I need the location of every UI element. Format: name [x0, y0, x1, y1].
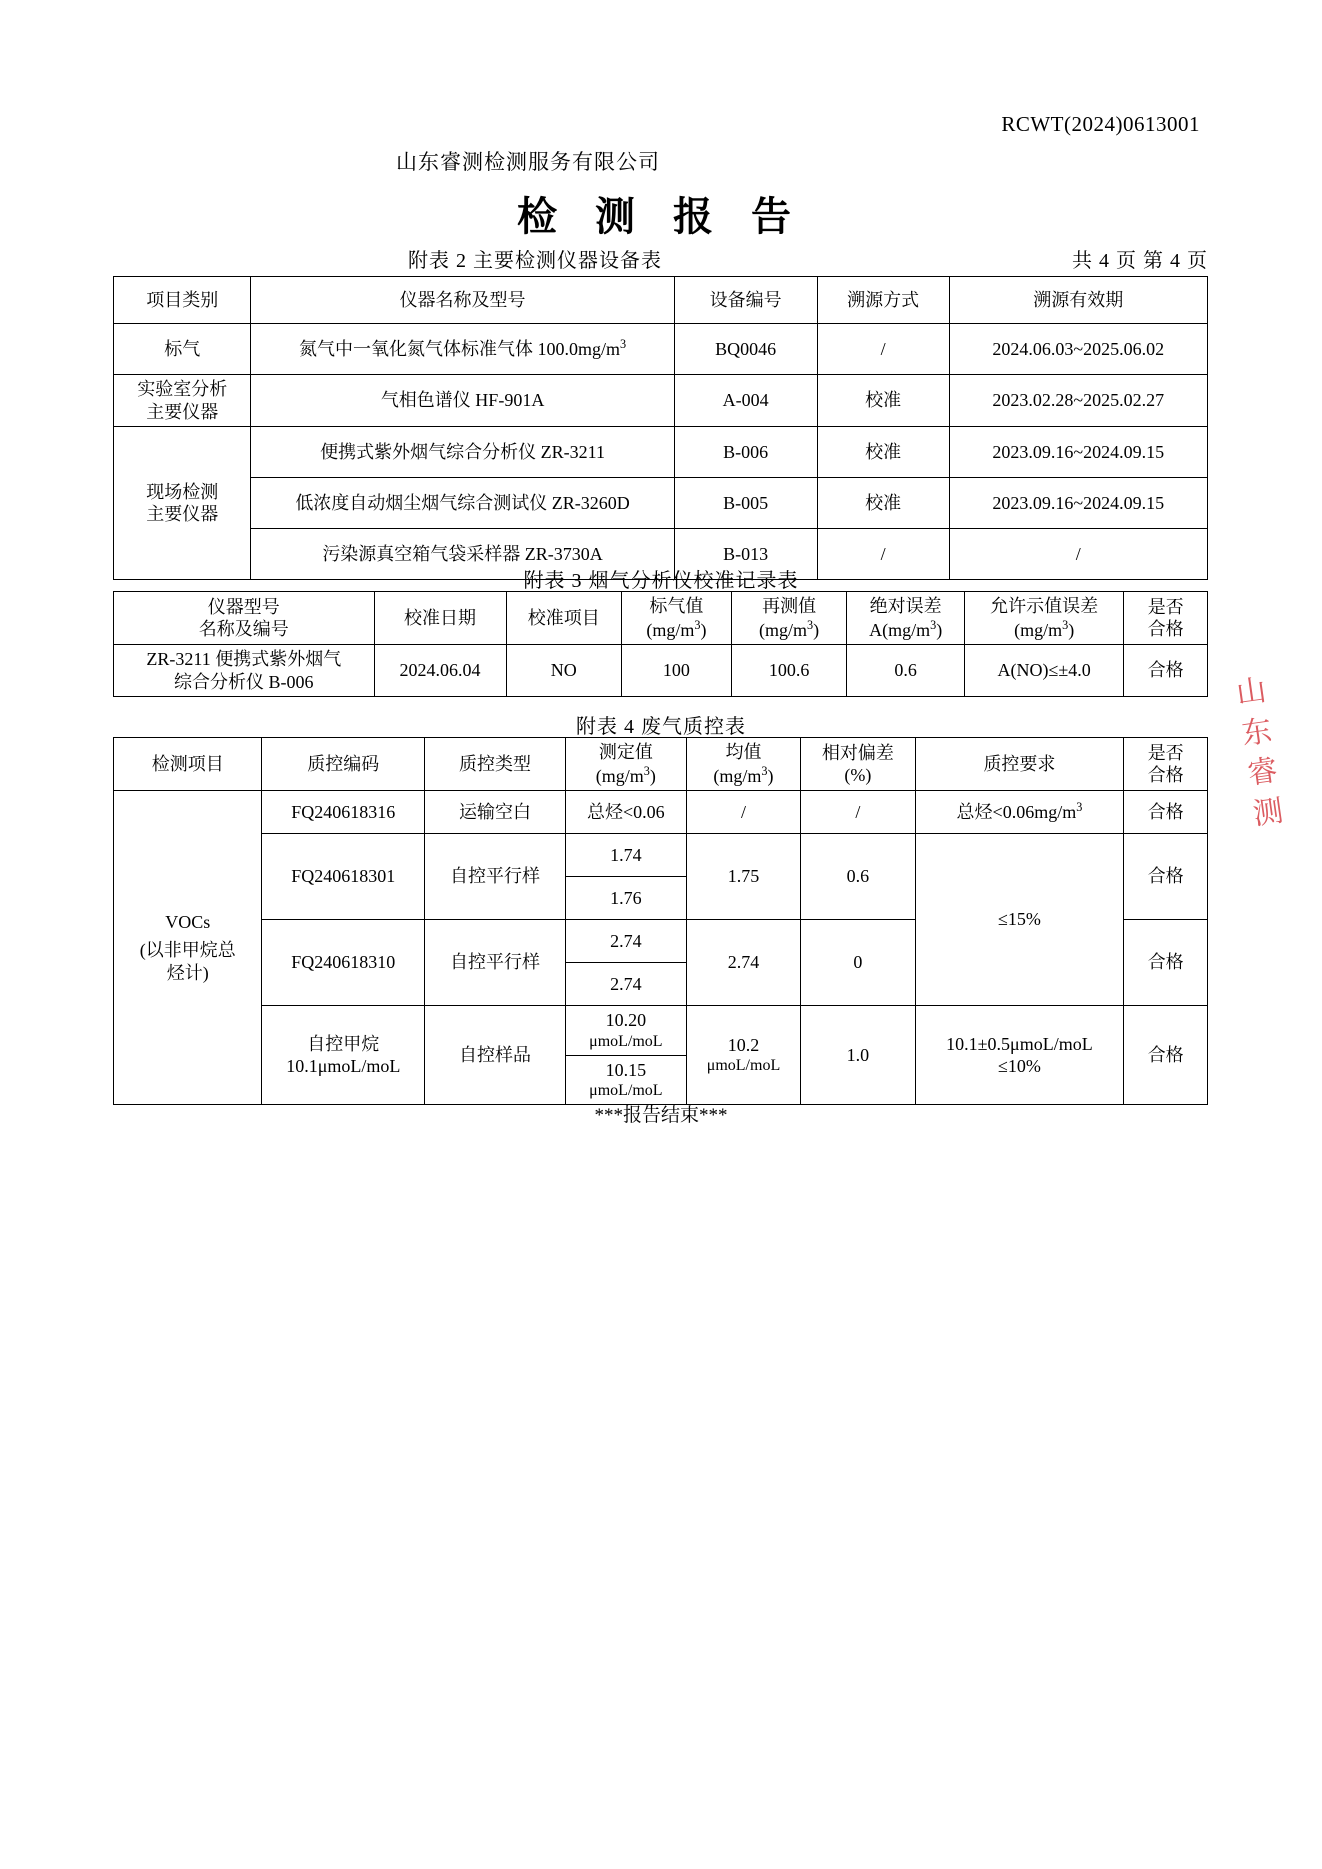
cell-mean-value: [686, 1006, 800, 1105]
table2-caption: 附表 2 主要检测仪器设备表: [408, 250, 662, 272]
cell-allowed-error: A(NO)≤±4.0: [964, 645, 1123, 697]
col-line2: 合格: [1147, 619, 1184, 639]
table-row: [114, 645, 1208, 697]
cell-category: [114, 375, 251, 427]
col-qc-type: 质控类型: [425, 738, 566, 791]
cell-measured-value: 2.74: [565, 963, 686, 1006]
project-line2: (以非甲烷总: [139, 940, 236, 961]
project-line3: 烃计): [166, 962, 209, 983]
seal-char-1: 山: [1234, 673, 1269, 711]
cell-relative-deviation: 0: [801, 920, 915, 1006]
table-header-row: [114, 592, 1208, 645]
cell-mean-value: 2.74: [686, 920, 800, 1006]
name-line1: ZR-3211 便携式紫外烟气: [146, 649, 342, 669]
cell-measured-value: [565, 1055, 686, 1105]
cell-remeasured-value: 100.6: [731, 645, 846, 697]
page-title: 检 测 报 告: [517, 194, 805, 239]
company-name: 山东睿测检测服务有限公司: [396, 150, 660, 174]
col-measured-value: [565, 738, 686, 791]
table-row: [114, 478, 1208, 529]
cell-qualified: 合格: [1124, 834, 1208, 920]
cell-qc-code: [262, 1006, 425, 1105]
cell-relative-deviation: 0.6: [801, 834, 915, 920]
report-end-note: ***报告结束***: [594, 1105, 728, 1126]
cell-qc-requirement: 总烃$<0.06mg/m^3$: [915, 791, 1124, 834]
requirement-line2: ≤10%: [998, 1056, 1041, 1076]
col-remeasured-value: [731, 592, 846, 645]
col-qc-requirement: 质控要求: [915, 738, 1124, 791]
cell-mean-value: /: [686, 791, 800, 834]
cell-validity: 2023.09.16~2024.09.15: [949, 427, 1207, 478]
col-qualified: [1124, 592, 1208, 645]
cell-qualified: 合格: [1124, 920, 1208, 1006]
col-qc-code: 质控编码: [262, 738, 425, 791]
col-line1: 允许示值误差: [990, 596, 1099, 616]
cell-instrument: 污染源真空箱气袋采样器 ZR-3730A: [251, 529, 674, 580]
cell-code: BQ0046: [674, 324, 817, 375]
cell-instrument: 气相色谱仪 HF-901A: [251, 375, 674, 427]
col-test-item: 检测项目: [114, 738, 262, 791]
cell-relative-deviation: /: [801, 791, 915, 834]
cell-method: 校准: [817, 427, 949, 478]
cell-calibration-date: 2024.06.04: [374, 645, 506, 697]
cell-qualified: 合格: [1124, 1006, 1208, 1105]
cell-qc-type: 自控平行样: [425, 834, 566, 920]
col-line1: 均值: [725, 742, 762, 762]
col-code: 设备编号: [674, 277, 817, 324]
mean-line2: μmoL/moL: [706, 1057, 781, 1075]
instrument-table: [113, 276, 1208, 580]
col-line2: $(mg/m^3)$: [1014, 617, 1075, 640]
col-line1: 是否: [1147, 596, 1184, 617]
table2-caption-row: [113, 244, 1208, 274]
cell-qc-type: 运输空白: [425, 791, 566, 834]
cell-mean-value: 1.75: [686, 834, 800, 920]
value-line1: 10.20: [605, 1010, 647, 1030]
code-line2: 10.1μmoL/moL: [286, 1056, 401, 1076]
name-line2: 综合分析仪 B-006: [174, 671, 314, 692]
table-row: [114, 427, 1208, 478]
cell-code: B-006: [674, 427, 817, 478]
col-line2: (%): [844, 765, 872, 785]
company-seal-stamp: [1205, 672, 1315, 837]
col-relative-deviation: [801, 738, 915, 791]
col-calibration-date: 校准日期: [374, 592, 506, 645]
cell-qc-code: FQ240618316: [262, 791, 425, 834]
cell-method: /: [817, 324, 949, 375]
page-info: 共 4 页 第 4 页: [1072, 250, 1208, 272]
col-line1: 标气值: [649, 596, 704, 616]
cell-measured-value: 1.76: [565, 877, 686, 920]
cell-code: A-004: [674, 375, 817, 427]
col-category: 项目类别: [114, 277, 251, 324]
cell-code: B-005: [674, 478, 817, 529]
col-method: 溯源方式: [817, 277, 949, 324]
col-validity: 溯源有效期: [949, 277, 1207, 324]
mean-line1: 10.2: [727, 1034, 760, 1055]
col-calibration-item: 校准项目: [506, 592, 621, 645]
table-row: [114, 791, 1208, 834]
col-line2: $(mg/m^3)$: [759, 617, 820, 640]
cell-validity: 2024.06.03~2025.06.02: [949, 324, 1207, 375]
col-allowed-error: [964, 592, 1123, 645]
col-line1: 测定值: [598, 742, 653, 762]
cell-test-item: [114, 791, 262, 1105]
col-line1: 相对偏差: [821, 742, 894, 763]
cell-relative-deviation: 1.0: [801, 1006, 915, 1105]
category-line1: 现场检测: [146, 481, 219, 502]
table-row: [114, 834, 1208, 877]
cell-qc-requirement-shared: ≤15%: [915, 834, 1124, 1006]
table-row: [114, 375, 1208, 427]
cell-qc-code: FQ240618310: [262, 920, 425, 1006]
col-line2: $A(mg/m^3)$: [869, 617, 943, 640]
seal-char-3: 睿: [1245, 753, 1280, 791]
cell-qc-code: FQ240618301: [262, 834, 425, 920]
col-instrument: 仪器名称及型号: [251, 277, 674, 324]
col-qualified: [1124, 738, 1208, 791]
cell-method: 校准: [817, 478, 949, 529]
value-line2: μmoL/moL: [589, 1082, 663, 1099]
cell-validity: 2023.09.16~2024.09.15: [949, 478, 1207, 529]
seal-characters: [1194, 665, 1322, 844]
col-instrument-model: [114, 592, 375, 645]
project-line1: VOCs: [165, 911, 211, 932]
value-line2: μmoL/moL: [589, 1032, 663, 1050]
table-header-row: [114, 277, 1208, 324]
col-line2: 名称及编号: [198, 619, 289, 639]
cell-instrument: 便携式紫外烟气综合分析仪 ZR-3211: [251, 427, 674, 478]
seal-char-4: 测: [1250, 794, 1286, 831]
col-line1: 绝对误差: [869, 596, 942, 616]
table3-caption: 附表 3 烟气分析仪校准记录表: [523, 570, 799, 592]
calibration-table: [113, 591, 1208, 697]
table4-caption: 附表 4 废气质控表: [576, 716, 746, 738]
code-line1: 自控甲烷: [307, 1033, 380, 1054]
cell-category: 标气: [114, 324, 251, 375]
col-line2: 合格: [1147, 765, 1184, 785]
cell-validity: 2023.02.28~2025.02.27: [949, 375, 1207, 427]
cell-measured-value: [565, 1006, 686, 1056]
cell-validity: /: [949, 529, 1207, 580]
cell-instrument: [251, 324, 674, 375]
cell-std-value: 100: [621, 645, 731, 697]
col-line1: 仪器型号: [207, 596, 280, 617]
cell-category: [114, 427, 251, 580]
report-code: RCWT(2024)0613001: [1001, 112, 1200, 136]
col-line1: 再测值: [762, 596, 817, 616]
cell-measured-value: 1.74: [565, 834, 686, 877]
seal-char-2: 东: [1239, 713, 1275, 751]
cell-method: 校准: [817, 375, 949, 427]
col-abs-error: [847, 592, 965, 645]
cell-method: /: [817, 529, 949, 580]
col-std-value: [621, 592, 731, 645]
cell-measured-value: 总烃<0.06: [565, 791, 686, 834]
category-line1: 实验室分析: [137, 379, 228, 399]
table-row: [114, 1006, 1208, 1056]
cell-calibration-item: NO: [506, 645, 621, 697]
cell-qc-type: 自控样品: [425, 1006, 566, 1105]
table-row: [114, 324, 1208, 375]
cell-qualified: 合格: [1124, 645, 1208, 697]
cell-instrument-name: [114, 645, 375, 697]
requirement-line1: 10.1±0.5μmoL/moL: [946, 1033, 1093, 1054]
col-mean-value: [686, 738, 800, 791]
value-line1: 10.15: [605, 1059, 647, 1080]
cell-qc-type: 自控平行样: [425, 920, 566, 1006]
table-header-row: [114, 738, 1208, 791]
cell-code: B-013: [674, 529, 817, 580]
cell-instrument: 低浓度自动烟尘烟气综合测试仪 ZR-3260D: [251, 478, 674, 529]
cell-abs-error: 0.6: [847, 645, 965, 697]
cell-measured-value: 2.74: [565, 920, 686, 963]
cell-qc-requirement: [915, 1006, 1124, 1105]
col-line2: $(mg/m^3)$: [595, 763, 656, 786]
cell-qualified: 合格: [1124, 791, 1208, 834]
category-line2: 主要仪器: [146, 504, 219, 524]
qc-table: [113, 737, 1208, 1105]
instrument-text: 氮气中一氧化氮气体标准气体 100.0mg/m: [299, 339, 621, 360]
col-line1: 是否: [1147, 742, 1184, 763]
col-line2: $(mg/m^3)$: [713, 763, 774, 786]
instrument-superscript: 3: [620, 337, 627, 352]
col-line2: $(mg/m^3)$: [646, 617, 707, 640]
category-line2: 主要仪器: [146, 401, 219, 422]
